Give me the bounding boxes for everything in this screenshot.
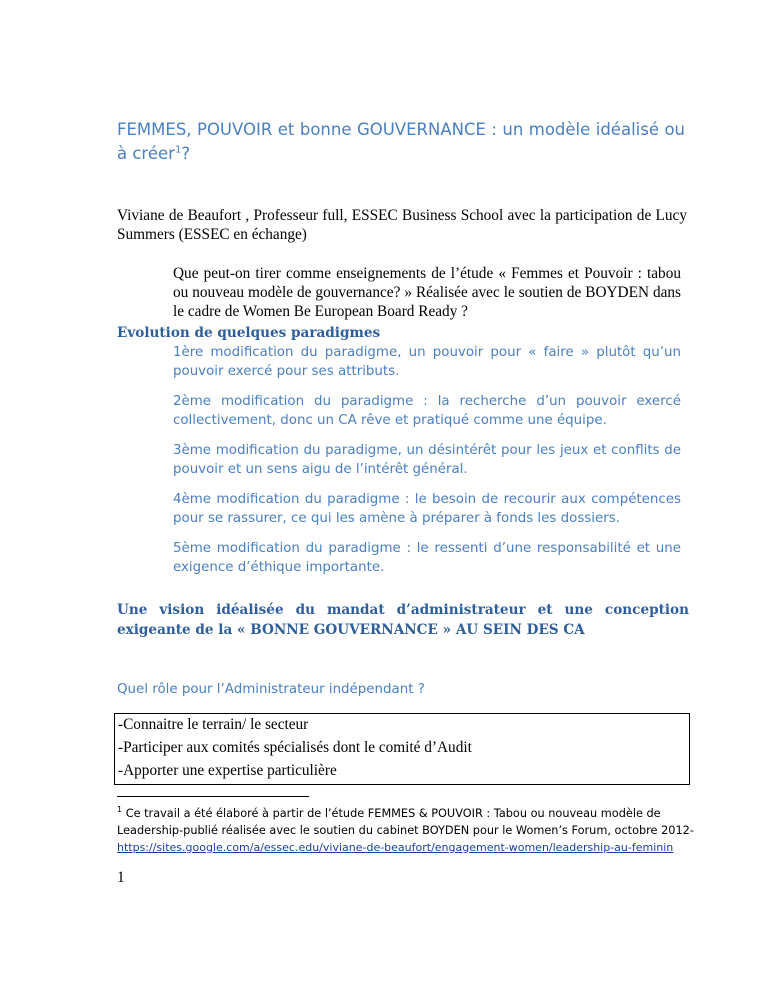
paradigm-item: 3ème modification du paradigme, un désintérêt pour les jeux et conflits de pouvoir et un sens aigu de l’intérêt général. (173, 443, 681, 477)
paradigm-item: 1ère modification du paradigme, un pouvoir pour « faire » plutôt qu’un pouvoir exercé pour ses attributs. (173, 345, 681, 379)
role-item: -Apporter une expertise particulière (118, 762, 337, 779)
footnote-marker: 1 (117, 805, 123, 814)
role-item: -Connaitre le terrain/ le secteur (118, 716, 309, 733)
paradigm-item: 4ème modification du paradigme : le besoin de recourir aux compétences pour se rassurer, ce qui les amène à préparer à fonds les dossiers. (173, 492, 681, 526)
paradigm-item: 2ème modification du paradigme : la recherche d’un pouvoir exercé collectivement, donc un CA rêve et pratiqué comme une équipe. (173, 394, 681, 428)
roles-table (114, 713, 690, 785)
footnote-link[interactable]: https://sites.google.com/a/essec.edu/viviane-de-beaufort/engagement-women/leadership-au-feminin (117, 840, 674, 854)
title-text: FEMMES, POUVOIR et bonne GOUVERNANCE : un modèle idéalisé ou à créer (117, 120, 685, 163)
subheading-independent-director: Quel rôle pour l’Administrateur indépendant ? (117, 682, 425, 697)
section-heading-governance: Une vision idéalisée du mandat d’administrateur et une conception exigeante de la « BONNE GOUVERNANCE » AU SEIN DES CA (117, 602, 689, 638)
section-heading-paradigms: Evolution de quelques paradigmes (117, 325, 381, 341)
footnote-divider (117, 796, 309, 797)
authors-line: Viviane de Beaufort , Professeur full, ESSEC Business School avec la participation de Lucy Summers (ESSEC en échange) (117, 207, 687, 243)
role-item: -Participer aux comités spécialisés dont le comité d’Audit (118, 739, 472, 756)
title-end: ? (181, 144, 191, 163)
page-number: 1 (117, 869, 125, 886)
paradigm-item: 5ème modification du paradigme : le ressenti d’une responsabilité et une exigence d’éthique importante. (173, 541, 681, 575)
study-question: Que peut-on tirer comme enseignements de l’étude « Femmes et Pouvoir : tabou ou nouveau modèle de gouvernance? » Réalisée avec le soutien de BOYDEN dans le cadre de Women Be European Board Ready ? (173, 265, 681, 320)
title-footnote-ref[interactable]: 1 (174, 144, 182, 156)
footnote-text: Ce travail a été élaboré à partir de l’étude FEMMES & POUVOIR : Tabou ou nouveau modèle de Leadership-publié réalisée avec le soutien du cabinet BOYDEN pour le Women’s Forum, octobre 2012- (117, 806, 694, 837)
footnote (117, 801, 697, 856)
document-title (117, 118, 685, 166)
